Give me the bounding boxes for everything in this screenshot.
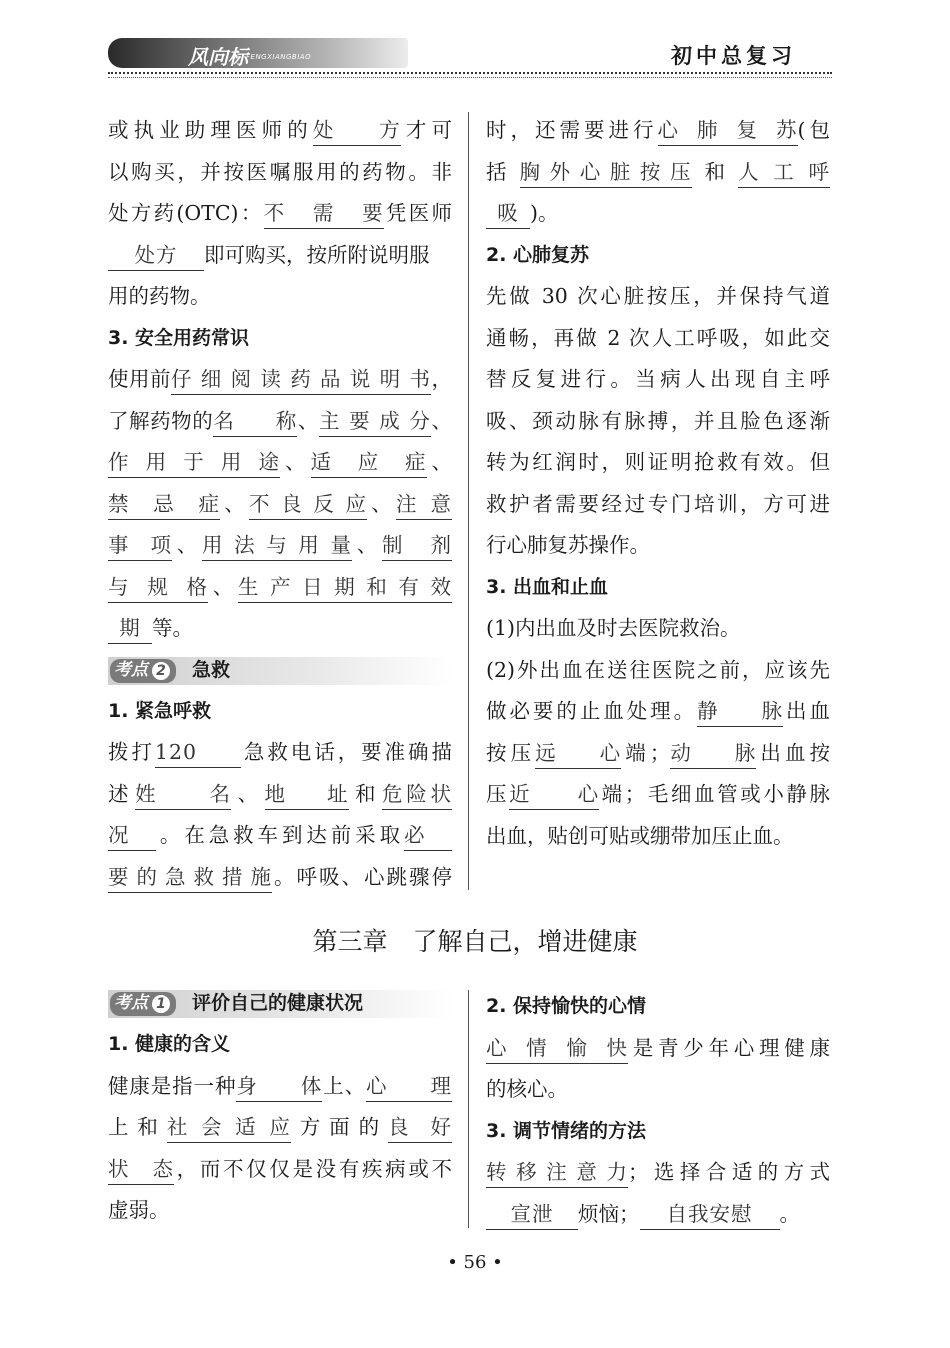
key-point-title: 评价自己的健康状况 [192,992,364,1015]
key-point-number: 1 [152,995,170,1013]
text-line: 了解药物的名称、主要成分、 [108,401,452,443]
answer-blank: 况 [108,820,156,851]
text-line: 出血，贴创可贴或绷带加压止血。 [486,823,794,848]
text-line: 拨打120 急救电话，要准确描 [108,732,452,774]
text-line: 处方药(OTC)：不需要凭医师 [108,193,452,235]
answer-blank: 处方 [108,240,204,271]
answer-blank: 用法与用量 [202,530,352,561]
answer-blank: 适应症 [311,447,427,478]
answer-blank: 不良反应 [249,489,367,520]
answer-blank: 心肺复苏 [658,115,798,146]
answer-blank: 禁忌症 [108,489,220,520]
answer-blank: 静脉 [697,696,783,727]
key-point-title: 急救 [192,658,231,681]
answer-blank: 姓名 [135,779,231,810]
answer-blank: 期 [108,613,152,644]
text-line: 与规格、生产日期和有效 [108,567,452,609]
answer-blank: 名称 [213,406,297,437]
text-line: 行心肺复苏操作。 [486,533,650,557]
section-heading: 2. 保持愉快的心情 [486,995,647,1017]
answer-blank: 身体 [236,1071,322,1102]
key-point-banner [108,657,452,685]
text-line: 况 。在急救车到达前采取必 [108,815,452,857]
section-heading: 1. 健康的含义 [108,1033,231,1055]
column-divider [468,990,469,1228]
text-line: 或执业助理医师的处方才可 [108,110,452,152]
section-heading: 2. 心肺复苏 [486,243,590,266]
header-divider-thin [108,77,832,78]
key-point-tag: 考点 1 [110,992,176,1016]
answer-blank: 心理 [366,1071,452,1102]
answer-blank: 自我安慰 [640,1199,780,1230]
text-line: 先做 30 次心脏按压，并保持气道 [486,284,830,308]
answer-blank: 良好 [388,1112,452,1143]
chapter-title: 第三章 了解自己，增进健康 [312,927,638,956]
header-divider [108,72,832,74]
text-line: 压近心端；毛细血管或小静脉 [486,774,830,816]
answer-blank: 转移注意力 [486,1157,628,1188]
answer-blank: 事项 [108,530,172,561]
key-point-banner [108,990,452,1018]
answer-blank: 仔细阅读药品说明书 [171,364,431,395]
answer-blank: 地址 [265,779,349,810]
top-left-column [108,110,452,898]
answer-blank: 处方 [313,115,401,146]
answer-blank: 主要成分 [319,406,431,437]
section-heading: 3. 出血和止血 [486,575,609,598]
text-line: 时，还需要进行心肺复苏(包 [486,110,830,152]
header-title: 初中总复习 [671,44,796,68]
text-line: 述姓名、地址和危险状 [108,774,452,816]
answer-blank: 远心 [535,738,621,769]
bottom-right-column [486,986,830,1235]
answer-blank: 必 [404,820,452,851]
text-line: 期 等。 [108,608,452,650]
answer-blank: 注意 [396,489,452,520]
bottom-left-column [108,986,452,1232]
answer-blank: 不需要 [264,198,384,229]
text-line: 处方 即可购买，按所附说明服 [108,235,452,277]
answer-blank: 作用于用途 [108,447,280,478]
text-line: 禁忌症、不良反应、注意 [108,484,452,526]
section-heading: 1. 紧急呼救 [108,699,212,722]
logo-banner [108,38,408,68]
text-line: 状态，而不仅仅是没有疾病或不 [108,1149,452,1191]
page-number: • 56 • [447,1252,503,1273]
answer-blank: 人工呼 [738,157,830,188]
text-line: 转为红润时，则证明抢救有效。但 [486,450,830,474]
text-line: 作用于用途、适应症、 [108,442,452,484]
text-line: (2)外出血在送往医院之前，应该先 [486,657,830,682]
text-line: 以购买，并按医嘱服用的药物。非 [108,159,452,184]
logo-subtext: FENGXIANGBIAO [246,53,312,61]
section-heading: 3. 调节情绪的方法 [486,1119,647,1142]
answer-blank: 要的急救措施 [108,862,272,893]
key-point-tag: 考点 2 [110,659,176,683]
text-line: 使用前仔细阅读药品说明书， [108,359,452,401]
answer-blank: 吸 [486,198,530,229]
answer-blank: 状态 [108,1154,174,1185]
answer-blank: 危险状 [382,779,452,810]
text-line: 救护者需要经过专门培训，方可进 [486,491,830,516]
answer-blank: 近心 [509,779,599,810]
text-line: 用的药物。 [108,284,211,308]
text-line: 健康是指一种身体上、心理 [108,1066,452,1108]
key-point-number: 2 [152,662,170,680]
text-line: 虚弱。 [108,1198,170,1222]
text-line: 心情愉快是青少年心理健康 [486,1028,830,1070]
text-line: 上和社会适应方面的良好 [108,1107,452,1149]
text-line: 的核心。 [486,1077,568,1101]
text-line: 要的急救措施。呼吸、心跳骤停 [108,857,452,899]
text-line: 转移注意力；选择合适的方式 [486,1152,830,1194]
text-line: 括胸外心脏按压和人工呼 [486,152,830,194]
section-heading: 3. 安全用药常识 [108,326,250,349]
answer-blank: 宣泄 [486,1199,578,1230]
answer-blank: 与规格 [108,572,208,603]
page-header [108,36,832,76]
text-line: 事项、用法与用量、制剂 [108,525,452,567]
column-divider [468,112,469,890]
text-line: 吸 )。 [486,193,830,235]
answer-blank: 120 [155,737,241,768]
top-right-column [486,110,830,857]
answer-blank: 社会适应 [167,1112,291,1143]
text-line: (1)内出血及时去医院救治。 [486,616,741,640]
text-line: 吸、颈动脉有脉搏，并且脸色逐渐 [486,408,830,433]
text-line: 按压远心端；动脉出血按 [486,733,830,775]
answer-blank: 心情愉快 [486,1033,628,1064]
text-line: 宣泄 烦恼； 自我安慰 。 [486,1194,830,1236]
text-line: 替反复进行。当病人出现自主呼 [486,367,830,391]
text-line: 做必要的止血处理。静脉出血 [486,691,830,733]
logo-text: 风向标 [188,45,248,69]
answer-blank: 动脉 [670,738,756,769]
text-line: 通畅，再做 2 次人工呼吸，如此交 [486,325,830,350]
answer-blank: 制剂 [382,530,452,561]
answer-blank: 胸外心脏按压 [520,157,692,188]
answer-blank: 生产日期和有效 [238,572,452,603]
